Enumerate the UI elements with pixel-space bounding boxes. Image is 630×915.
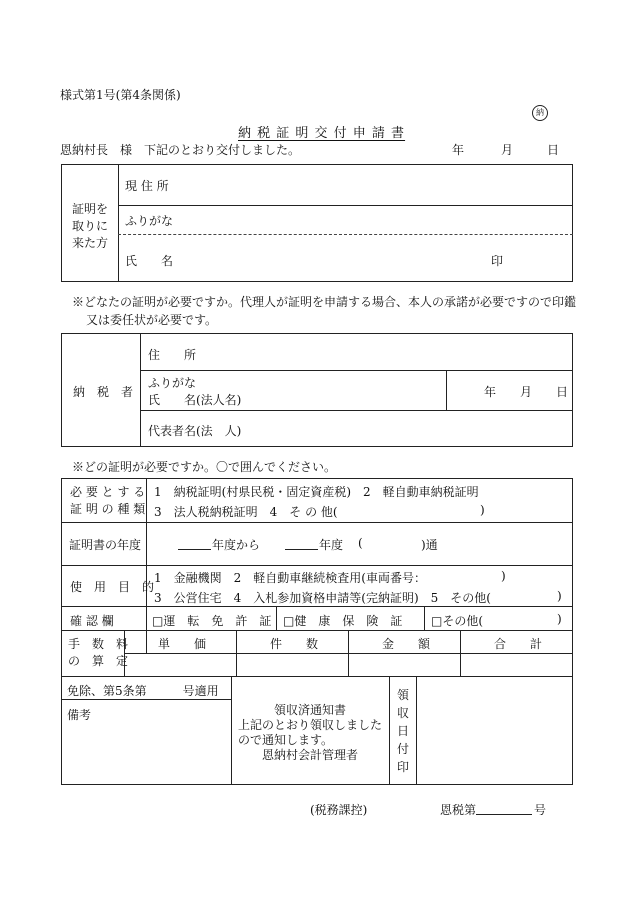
taxpayer-address-label: 住 所 — [148, 348, 197, 362]
page-title: 納 税 証 明 交 付 申 請 書 — [238, 126, 406, 141]
fiscal-year-label: 証明書の年度 — [69, 538, 142, 552]
cert-type-label: 必 要 と す る 証 明 の 種 類 — [70, 485, 146, 516]
form-number: 様式第1号(第4条関係) — [60, 88, 181, 102]
confirm-other-close: ) — [557, 612, 562, 626]
fee-count-header: 件 数 — [270, 637, 319, 651]
taxpayer-day-label: 日 — [556, 385, 569, 399]
purpose-other-close: ) — [557, 589, 562, 603]
fee-label: 手 数 料 の 算 定 — [68, 637, 129, 668]
purpose-option-line1: 1 金融機関 2 軽自動車継続検査用(車両番号： — [154, 571, 426, 585]
header-year-label: 年 — [452, 143, 465, 157]
applicant-seal-label: 印 — [491, 254, 504, 268]
fee-total-header: 合 計 — [494, 637, 543, 651]
taxpayer-year-label: 年 — [484, 385, 497, 399]
note-proxy: ※どなたの証明が必要ですか。代理人が証明を申請する場合、本人の承諾が必要ですので印鑑 — [72, 295, 577, 309]
receipt-line2: ので通知します。 — [238, 733, 334, 747]
taxpayer-month-label: 月 — [520, 385, 533, 399]
taxpayer-furigana-label: ふりがな — [148, 376, 197, 390]
receipt-title: 領収済通知書 — [274, 703, 347, 717]
purpose-vehicle-close: ) — [501, 569, 506, 583]
taxpayer-name-label: 氏 名(法人名) — [148, 393, 242, 407]
footer-number-prefix: 恩税第 — [440, 803, 477, 817]
fee-amount-header: 金 額 — [382, 637, 431, 651]
exemption-label: 免除、第5条第 号適用 — [67, 684, 219, 698]
copies-label: )通 — [421, 538, 438, 552]
header-day-label: 日 — [547, 143, 560, 157]
purpose-label: 使 用 目 的 — [70, 580, 155, 594]
taxpayer-rep-label: 代表者名(法 人) — [148, 424, 242, 438]
footer-section: (税務課控) — [310, 803, 368, 817]
fiscal-year-to-blank[interactable] — [285, 549, 318, 550]
fee-unit-price-header: 単 価 — [158, 637, 207, 651]
applicant-furigana-label: ふりがな — [125, 214, 174, 228]
cert-type-option-line1: 1 納税証明(村県民税・固定資産税) 2 軽自動車納税証明 — [154, 485, 479, 499]
note-circle: ※どの証明が必要ですか。〇で囲んでください。 — [72, 460, 337, 474]
purpose-option-line2: 3 公営住宅 4 入札参加資格申請等(完納証明) 5 その他( — [154, 591, 491, 605]
confirm-license-checkbox[interactable]: □運 転 免 許 証 — [152, 614, 272, 628]
confirm-label: 確 認 欄 — [70, 614, 114, 628]
footer-number-blank[interactable] — [476, 814, 532, 815]
cert-type-other-close: ) — [480, 503, 485, 517]
applicant-name-label: 氏 名 — [125, 254, 174, 268]
fiscal-year-from-label: 年度から — [212, 538, 261, 552]
tax-seal-icon: 納 — [532, 105, 548, 121]
receipt-line3: 恩納村会計管理者 — [262, 748, 359, 762]
applicant-address-label: 現 住 所 — [125, 179, 169, 193]
fiscal-year-from-blank[interactable] — [178, 549, 211, 550]
taxpayer-section — [61, 333, 573, 447]
taxpayer-label: 納 税 者 — [73, 385, 134, 399]
copies-paren-open: ( — [358, 536, 363, 550]
header-month-label: 月 — [501, 143, 514, 157]
confirm-other-checkbox[interactable]: □その他( — [431, 614, 484, 628]
receipt-line1: 上記のとおり領収しました — [238, 718, 383, 732]
note-proxy-cont: 又は委任状が必要です。 — [86, 313, 218, 327]
remarks-label: 備考 — [67, 708, 92, 722]
receipt-date-stamp-label: 領 収 日 付 印 — [396, 688, 409, 774]
confirm-insurance-checkbox[interactable]: □健 康 保 険 証 — [283, 614, 403, 628]
fiscal-year-to-label: 年度 — [319, 538, 344, 552]
footer-number-suffix: 号 — [534, 803, 547, 817]
applicant-label: 証明を 取りに 来た方 — [72, 202, 109, 250]
addressee-line: 恩納村長 様 下記のとおり交付しました。 — [60, 143, 301, 157]
cert-type-option-line2: 3 法人税納税証明 4 そ の 他( — [154, 505, 338, 519]
